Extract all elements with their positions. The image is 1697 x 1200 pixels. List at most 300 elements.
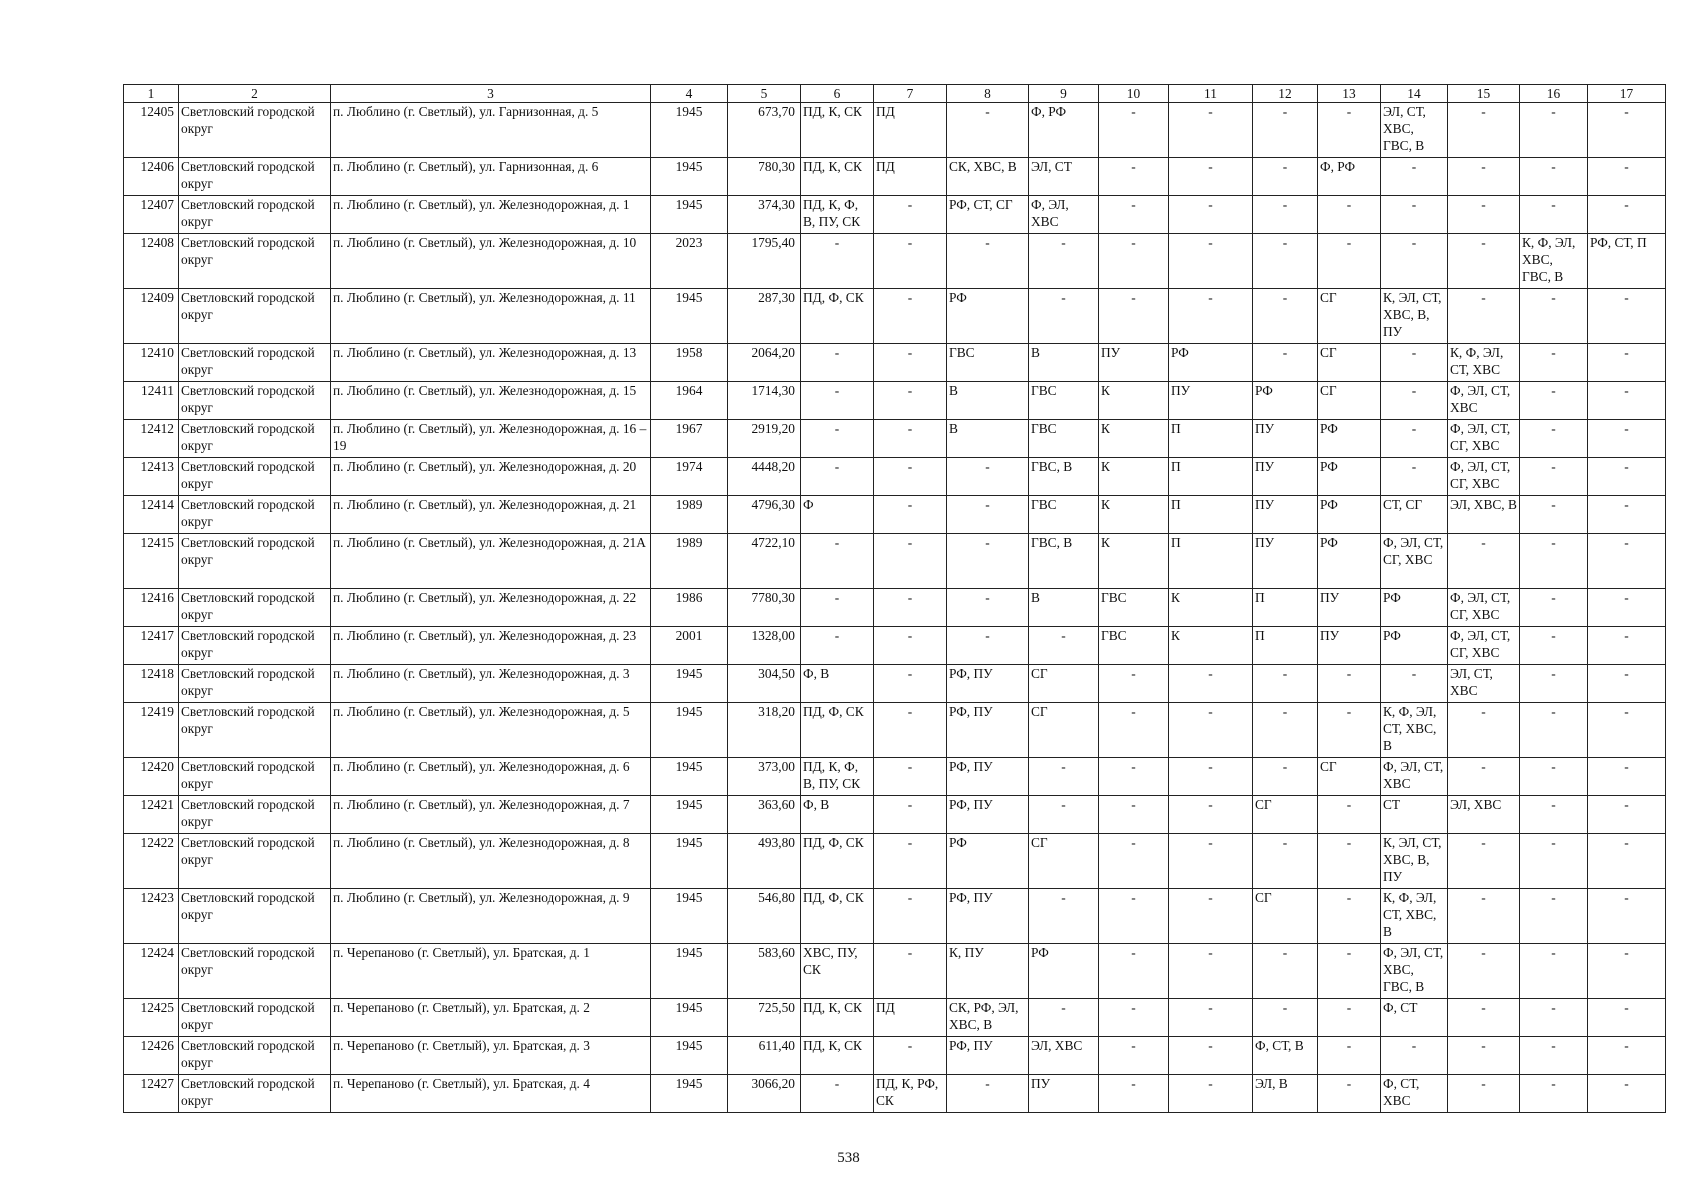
cell-col-16: - <box>1520 420 1588 458</box>
cell-col-12: - <box>1253 103 1318 158</box>
cell-col-17: - <box>1588 1075 1666 1113</box>
table-body <box>124 103 1666 1113</box>
cell-col-14: К, ЭЛ, СТ, ХВС, В, ПУ <box>1381 289 1448 344</box>
cell-col-2: Светловский городской округ <box>179 382 331 420</box>
cell-col-3: п. Люблино (г. Светлый), ул. Железнодорожная, д. 13 <box>331 344 651 382</box>
cell-col-14: Ф, СТ <box>1381 999 1448 1037</box>
table-row <box>124 420 1666 458</box>
cell-col-8: РФ, ПУ <box>947 1037 1029 1075</box>
cell-col-8: - <box>947 234 1029 289</box>
cell-col-15: Ф, ЭЛ, СТ, ХВС <box>1448 382 1520 420</box>
table-row <box>124 103 1666 158</box>
cell-col-8: СК, ХВС, В <box>947 158 1029 196</box>
cell-col-12: - <box>1253 758 1318 796</box>
cell-col-14: - <box>1381 344 1448 382</box>
cell-col-1: 12409 <box>124 289 179 344</box>
cell-col-5: 1328,00 <box>728 627 801 665</box>
cell-col-10: - <box>1099 999 1169 1037</box>
table-row <box>124 382 1666 420</box>
cell-col-2: Светловский городской округ <box>179 758 331 796</box>
cell-col-9: СГ <box>1029 834 1099 889</box>
cell-col-13: СГ <box>1318 289 1381 344</box>
cell-col-6: - <box>801 382 874 420</box>
cell-col-3: п. Люблино (г. Светлый), ул. Железнодорожная, д. 16 – 19 <box>331 420 651 458</box>
table-row <box>124 234 1666 289</box>
table-row <box>124 703 1666 758</box>
cell-col-1: 12416 <box>124 589 179 627</box>
cell-col-5: 287,30 <box>728 289 801 344</box>
cell-col-12: - <box>1253 999 1318 1037</box>
cell-col-12: Ф, СТ, В <box>1253 1037 1318 1075</box>
cell-col-7: ПД, К, РФ, СК <box>874 1075 947 1113</box>
cell-col-6: - <box>801 627 874 665</box>
cell-col-5: 373,00 <box>728 758 801 796</box>
cell-col-9: - <box>1029 234 1099 289</box>
cell-col-9: ГВС <box>1029 496 1099 534</box>
cell-col-16: - <box>1520 627 1588 665</box>
cell-col-13: ПУ <box>1318 627 1381 665</box>
cell-col-8: ГВС <box>947 344 1029 382</box>
cell-col-7: - <box>874 703 947 758</box>
column-header-2: 2 <box>179 85 331 103</box>
cell-col-17: - <box>1588 103 1666 158</box>
table-row <box>124 289 1666 344</box>
cell-col-16: - <box>1520 889 1588 944</box>
cell-col-9: ГВС <box>1029 420 1099 458</box>
cell-col-13: - <box>1318 796 1381 834</box>
cell-col-2: Светловский городской округ <box>179 496 331 534</box>
cell-col-14: - <box>1381 665 1448 703</box>
cell-col-5: 1714,30 <box>728 382 801 420</box>
cell-col-5: 4722,10 <box>728 534 801 589</box>
cell-col-4: 1945 <box>651 289 728 344</box>
cell-col-4: 1945 <box>651 758 728 796</box>
cell-col-11: - <box>1169 796 1253 834</box>
cell-col-16: - <box>1520 703 1588 758</box>
cell-col-11: П <box>1169 420 1253 458</box>
cell-col-14: - <box>1381 196 1448 234</box>
cell-col-2: Светловский городской округ <box>179 1075 331 1113</box>
column-header-10: 10 <box>1099 85 1169 103</box>
cell-col-13: - <box>1318 999 1381 1037</box>
cell-col-10: ГВС <box>1099 589 1169 627</box>
cell-col-3: п. Люблино (г. Светлый), ул. Гарнизонная, д. 5 <box>331 103 651 158</box>
cell-col-15: ЭЛ, ХВС, В <box>1448 496 1520 534</box>
cell-col-12: - <box>1253 344 1318 382</box>
cell-col-11: П <box>1169 534 1253 589</box>
cell-col-16: - <box>1520 458 1588 496</box>
cell-col-12: ПУ <box>1253 420 1318 458</box>
table-row <box>124 534 1666 589</box>
cell-col-16: - <box>1520 999 1588 1037</box>
cell-col-12: - <box>1253 196 1318 234</box>
cell-col-12: - <box>1253 703 1318 758</box>
cell-col-3: п. Люблино (г. Светлый), ул. Железнодорожная, д. 8 <box>331 834 651 889</box>
cell-col-8: СК, РФ, ЭЛ, ХВС, В <box>947 999 1029 1037</box>
cell-col-10: - <box>1099 196 1169 234</box>
cell-col-15: - <box>1448 834 1520 889</box>
cell-col-10: ГВС <box>1099 627 1169 665</box>
cell-col-6: ПД, Ф, СК <box>801 834 874 889</box>
cell-col-6: - <box>801 344 874 382</box>
cell-col-4: 1989 <box>651 496 728 534</box>
cell-col-7: - <box>874 382 947 420</box>
cell-col-1: 12427 <box>124 1075 179 1113</box>
cell-col-11: РФ <box>1169 344 1253 382</box>
cell-col-17: - <box>1588 796 1666 834</box>
cell-col-15: Ф, ЭЛ, СТ, СГ, ХВС <box>1448 627 1520 665</box>
cell-col-4: 1989 <box>651 534 728 589</box>
cell-col-5: 780,30 <box>728 158 801 196</box>
cell-col-11: - <box>1169 103 1253 158</box>
cell-col-3: п. Люблино (г. Светлый), ул. Железнодорожная, д. 21А <box>331 534 651 589</box>
cell-col-6: ПД, К, СК <box>801 103 874 158</box>
cell-col-2: Светловский городской округ <box>179 665 331 703</box>
cell-col-13: ПУ <box>1318 589 1381 627</box>
cell-col-17: - <box>1588 834 1666 889</box>
table-row <box>124 627 1666 665</box>
cell-col-4: 1945 <box>651 796 728 834</box>
cell-col-16: - <box>1520 1037 1588 1075</box>
cell-col-14: ЭЛ, СТ, ХВС, ГВС, В <box>1381 103 1448 158</box>
cell-col-15: - <box>1448 703 1520 758</box>
cell-col-12: ПУ <box>1253 496 1318 534</box>
cell-col-8: РФ <box>947 834 1029 889</box>
cell-col-14: - <box>1381 1037 1448 1075</box>
cell-col-9: Ф, ЭЛ, ХВС <box>1029 196 1099 234</box>
cell-col-15: - <box>1448 534 1520 589</box>
page-number: 538 <box>837 1150 860 1166</box>
cell-col-7: - <box>874 289 947 344</box>
cell-col-14: РФ <box>1381 627 1448 665</box>
cell-col-1: 12421 <box>124 796 179 834</box>
cell-col-13: - <box>1318 196 1381 234</box>
cell-col-1: 12406 <box>124 158 179 196</box>
cell-col-7: - <box>874 944 947 999</box>
cell-col-5: 7780,30 <box>728 589 801 627</box>
cell-col-15: - <box>1448 103 1520 158</box>
column-header-15: 15 <box>1448 85 1520 103</box>
cell-col-4: 1945 <box>651 103 728 158</box>
cell-col-8: К, ПУ <box>947 944 1029 999</box>
column-header-7: 7 <box>874 85 947 103</box>
table-row <box>124 796 1666 834</box>
cell-col-14: - <box>1381 458 1448 496</box>
cell-col-10: - <box>1099 889 1169 944</box>
cell-col-11: - <box>1169 289 1253 344</box>
cell-col-11: П <box>1169 496 1253 534</box>
cell-col-15: Ф, ЭЛ, СТ, СГ, ХВС <box>1448 458 1520 496</box>
cell-col-4: 1958 <box>651 344 728 382</box>
cell-col-16: - <box>1520 289 1588 344</box>
cell-col-9: ПУ <box>1029 1075 1099 1113</box>
cell-col-13: СГ <box>1318 382 1381 420</box>
cell-col-8: РФ, ПУ <box>947 889 1029 944</box>
cell-col-8: - <box>947 103 1029 158</box>
cell-col-2: Светловский городской округ <box>179 534 331 589</box>
cell-col-11: - <box>1169 158 1253 196</box>
cell-col-11: - <box>1169 234 1253 289</box>
cell-col-5: 2919,20 <box>728 420 801 458</box>
cell-col-17: - <box>1588 196 1666 234</box>
cell-col-3: п. Люблино (г. Светлый), ул. Железнодорожная, д. 22 <box>331 589 651 627</box>
cell-col-12: ЭЛ, В <box>1253 1075 1318 1113</box>
cell-col-8: РФ, ПУ <box>947 665 1029 703</box>
cell-col-10: - <box>1099 758 1169 796</box>
cell-col-10: - <box>1099 158 1169 196</box>
cell-col-16: - <box>1520 665 1588 703</box>
cell-col-7: - <box>874 534 947 589</box>
cell-col-1: 12408 <box>124 234 179 289</box>
cell-col-2: Светловский городской округ <box>179 627 331 665</box>
table-row <box>124 889 1666 944</box>
cell-col-8: - <box>947 627 1029 665</box>
cell-col-14: - <box>1381 382 1448 420</box>
cell-col-15: - <box>1448 289 1520 344</box>
cell-col-8: В <box>947 382 1029 420</box>
cell-col-11: - <box>1169 999 1253 1037</box>
cell-col-7: - <box>874 458 947 496</box>
cell-col-14: Ф, ЭЛ, СТ, ХВС <box>1381 758 1448 796</box>
cell-col-5: 374,30 <box>728 196 801 234</box>
column-header-8: 8 <box>947 85 1029 103</box>
column-header-17: 17 <box>1588 85 1666 103</box>
cell-col-17: - <box>1588 944 1666 999</box>
cell-col-4: 1945 <box>651 665 728 703</box>
cell-col-16: - <box>1520 344 1588 382</box>
cell-col-6: ХВС, ПУ, СК <box>801 944 874 999</box>
cell-col-4: 1967 <box>651 420 728 458</box>
cell-col-6: - <box>801 589 874 627</box>
cell-col-2: Светловский городской округ <box>179 234 331 289</box>
cell-col-13: - <box>1318 665 1381 703</box>
cell-col-17: - <box>1588 627 1666 665</box>
cell-col-1: 12415 <box>124 534 179 589</box>
cell-col-17: - <box>1588 534 1666 589</box>
cell-col-8: РФ <box>947 289 1029 344</box>
cell-col-17: - <box>1588 703 1666 758</box>
cell-col-12: - <box>1253 944 1318 999</box>
cell-col-8: - <box>947 534 1029 589</box>
cell-col-14: - <box>1381 158 1448 196</box>
cell-col-14: СТ, СГ <box>1381 496 1448 534</box>
cell-col-12: - <box>1253 665 1318 703</box>
cell-col-13: - <box>1318 1037 1381 1075</box>
cell-col-10: К <box>1099 458 1169 496</box>
table-row <box>124 496 1666 534</box>
cell-col-17: - <box>1588 889 1666 944</box>
cell-col-5: 1795,40 <box>728 234 801 289</box>
cell-col-11: К <box>1169 627 1253 665</box>
cell-col-8: - <box>947 1075 1029 1113</box>
cell-col-11: - <box>1169 889 1253 944</box>
cell-col-7: - <box>874 1037 947 1075</box>
cell-col-1: 12426 <box>124 1037 179 1075</box>
cell-col-12: - <box>1253 834 1318 889</box>
cell-col-13: - <box>1318 103 1381 158</box>
cell-col-10: К <box>1099 534 1169 589</box>
cell-col-8: РФ, ПУ <box>947 703 1029 758</box>
cell-col-16: - <box>1520 196 1588 234</box>
cell-col-3: п. Люблино (г. Светлый), ул. Железнодорожная, д. 9 <box>331 889 651 944</box>
cell-col-2: Светловский городской округ <box>179 1037 331 1075</box>
cell-col-6: - <box>801 1075 874 1113</box>
cell-col-7: ПД <box>874 158 947 196</box>
column-header-11: 11 <box>1169 85 1253 103</box>
cell-col-16: К, Ф, ЭЛ, ХВС, ГВС, В <box>1520 234 1588 289</box>
cell-col-12: РФ <box>1253 382 1318 420</box>
cell-col-16: - <box>1520 944 1588 999</box>
cell-col-3: п. Черепаново (г. Светлый), ул. Братская, д. 4 <box>331 1075 651 1113</box>
cell-col-5: 3066,20 <box>728 1075 801 1113</box>
cell-col-5: 673,70 <box>728 103 801 158</box>
cell-col-15: - <box>1448 758 1520 796</box>
cell-col-4: 1945 <box>651 1075 728 1113</box>
cell-col-3: п. Черепаново (г. Светлый), ул. Братская, д. 2 <box>331 999 651 1037</box>
table-row <box>124 1037 1666 1075</box>
cell-col-9: В <box>1029 589 1099 627</box>
cell-col-16: - <box>1520 534 1588 589</box>
table-row <box>124 999 1666 1037</box>
cell-col-9: ГВС, В <box>1029 458 1099 496</box>
cell-col-2: Светловский городской округ <box>179 344 331 382</box>
cell-col-7: - <box>874 589 947 627</box>
cell-col-15: К, Ф, ЭЛ, СТ, ХВС <box>1448 344 1520 382</box>
cell-col-4: 1945 <box>651 1037 728 1075</box>
table-row <box>124 758 1666 796</box>
cell-col-11: - <box>1169 1075 1253 1113</box>
cell-col-16: - <box>1520 589 1588 627</box>
cell-col-6: Ф, В <box>801 665 874 703</box>
cell-col-16: - <box>1520 382 1588 420</box>
column-header-1: 1 <box>124 85 179 103</box>
cell-col-5: 4448,20 <box>728 458 801 496</box>
cell-col-11: П <box>1169 458 1253 496</box>
cell-col-17: - <box>1588 665 1666 703</box>
cell-col-13: - <box>1318 703 1381 758</box>
cell-col-5: 546,80 <box>728 889 801 944</box>
cell-col-10: - <box>1099 234 1169 289</box>
cell-col-1: 12424 <box>124 944 179 999</box>
cell-col-11: - <box>1169 196 1253 234</box>
cell-col-7: - <box>874 196 947 234</box>
cell-col-10: - <box>1099 665 1169 703</box>
cell-col-12: П <box>1253 627 1318 665</box>
column-header-13: 13 <box>1318 85 1381 103</box>
cell-col-1: 12417 <box>124 627 179 665</box>
cell-col-9: СГ <box>1029 665 1099 703</box>
cell-col-5: 304,50 <box>728 665 801 703</box>
cell-col-9: Ф, РФ <box>1029 103 1099 158</box>
cell-col-8: РФ, ПУ <box>947 758 1029 796</box>
cell-col-15: ЭЛ, ХВС <box>1448 796 1520 834</box>
cell-col-6: ПД, К, СК <box>801 158 874 196</box>
cell-col-15: - <box>1448 234 1520 289</box>
cell-col-15: Ф, ЭЛ, СТ, СГ, ХВС <box>1448 420 1520 458</box>
cell-col-3: п. Люблино (г. Светлый), ул. Железнодорожная, д. 20 <box>331 458 651 496</box>
cell-col-15: - <box>1448 1037 1520 1075</box>
cell-col-11: - <box>1169 665 1253 703</box>
cell-col-3: п. Люблино (г. Светлый), ул. Железнодорожная, д. 11 <box>331 289 651 344</box>
cell-col-10: - <box>1099 289 1169 344</box>
cell-col-9: ГВС <box>1029 382 1099 420</box>
table-row <box>124 944 1666 999</box>
cell-col-7: - <box>874 420 947 458</box>
cell-col-17: - <box>1588 420 1666 458</box>
cell-col-7: ПД <box>874 999 947 1037</box>
cell-col-6: ПД, Ф, СК <box>801 289 874 344</box>
cell-col-6: ПД, Ф, СК <box>801 703 874 758</box>
cell-col-2: Светловский городской округ <box>179 834 331 889</box>
cell-col-17: - <box>1588 458 1666 496</box>
column-header-4: 4 <box>651 85 728 103</box>
cell-col-6: - <box>801 458 874 496</box>
cell-col-2: Светловский городской округ <box>179 999 331 1037</box>
cell-col-9: - <box>1029 627 1099 665</box>
cell-col-9: - <box>1029 999 1099 1037</box>
cell-col-17: - <box>1588 1037 1666 1075</box>
cell-col-10: К <box>1099 496 1169 534</box>
cell-col-13: РФ <box>1318 496 1381 534</box>
cell-col-5: 318,20 <box>728 703 801 758</box>
cell-col-15: ЭЛ, СТ, ХВС <box>1448 665 1520 703</box>
cell-col-13: РФ <box>1318 534 1381 589</box>
cell-col-14: Ф, ЭЛ, СТ, СГ, ХВС <box>1381 534 1448 589</box>
cell-col-13: Ф, РФ <box>1318 158 1381 196</box>
cell-col-7: - <box>874 834 947 889</box>
cell-col-3: п. Люблино (г. Светлый), ул. Железнодорожная, д. 15 <box>331 382 651 420</box>
cell-col-9: - <box>1029 796 1099 834</box>
cell-col-10: - <box>1099 703 1169 758</box>
cell-col-2: Светловский городской округ <box>179 289 331 344</box>
cell-col-10: - <box>1099 834 1169 889</box>
cell-col-8: В <box>947 420 1029 458</box>
cell-col-17: - <box>1588 158 1666 196</box>
cell-col-3: п. Люблино (г. Светлый), ул. Железнодорожная, д. 3 <box>331 665 651 703</box>
cell-col-3: п. Люблино (г. Светлый), ул. Железнодорожная, д. 7 <box>331 796 651 834</box>
cell-col-15: - <box>1448 196 1520 234</box>
cell-col-17: - <box>1588 758 1666 796</box>
cell-col-13: - <box>1318 1075 1381 1113</box>
cell-col-10: ПУ <box>1099 344 1169 382</box>
column-header-6: 6 <box>801 85 874 103</box>
cell-col-9: В <box>1029 344 1099 382</box>
cell-col-3: п. Люблино (г. Светлый), ул. Железнодорожная, д. 23 <box>331 627 651 665</box>
cell-col-13: - <box>1318 889 1381 944</box>
cell-col-5: 2064,20 <box>728 344 801 382</box>
cell-col-4: 1945 <box>651 834 728 889</box>
cell-col-6: - <box>801 420 874 458</box>
cell-col-6: - <box>801 534 874 589</box>
cell-col-12: СГ <box>1253 796 1318 834</box>
cell-col-17: - <box>1588 496 1666 534</box>
cell-col-1: 12412 <box>124 420 179 458</box>
cell-col-2: Светловский городской округ <box>179 889 331 944</box>
cell-col-3: п. Люблино (г. Светлый), ул. Железнодорожная, д. 10 <box>331 234 651 289</box>
cell-col-9: - <box>1029 889 1099 944</box>
table-row <box>124 196 1666 234</box>
cell-col-9: ЭЛ, СТ <box>1029 158 1099 196</box>
cell-col-4: 1945 <box>651 703 728 758</box>
cell-col-7: - <box>874 234 947 289</box>
cell-col-17: - <box>1588 589 1666 627</box>
cell-col-15: - <box>1448 1075 1520 1113</box>
cell-col-10: - <box>1099 944 1169 999</box>
cell-col-3: п. Люблино (г. Светлый), ул. Железнодорожная, д. 1 <box>331 196 651 234</box>
cell-col-15: - <box>1448 999 1520 1037</box>
cell-col-7: - <box>874 796 947 834</box>
cell-col-5: 4796,30 <box>728 496 801 534</box>
